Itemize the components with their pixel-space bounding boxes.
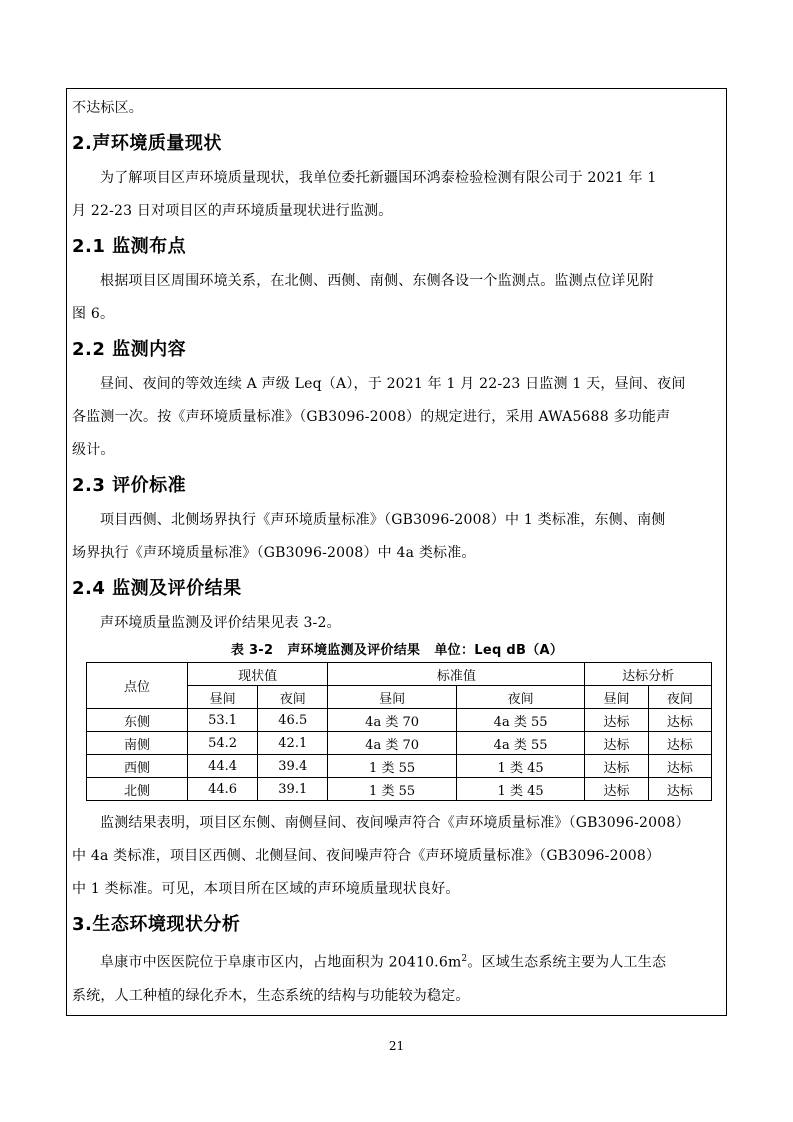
section-2-4-line1: 声环境质量监测及评价结果见表 3-2。 — [100, 615, 341, 631]
section-2-3-line1: 项目西侧、北侧场界执行《声环境质量标准》（GB3096-2008）中 1 类标准，东侧、南侧 — [100, 512, 666, 528]
section-2-2-line3: 级计。 — [72, 442, 115, 458]
cell-analysis-night: 达标 — [648, 709, 711, 732]
section-3-line1-a: 阜康市中医医院位于阜康市区内，占地面积为 20410.6m — [100, 954, 462, 971]
table-row — [87, 778, 712, 801]
header-current-day: 昼间 — [188, 686, 258, 709]
result-line3: 中 1 类标准。可见，本项目所在区域的声环境质量现状良好。 — [72, 881, 460, 897]
cell-analysis-night: 达标 — [648, 778, 711, 801]
result-line1: 监测结果表明，项目区东侧、南侧昼间、夜间噪声符合《声环境质量标准》（GB3096-2008） — [100, 815, 690, 831]
cell-standard-night: 1 类 45 — [456, 755, 585, 778]
section-2-2-line1: 昼间、夜间的等效连续 A 声级 Leq（A），于 2021 年 1 月 22-23 日监测 1 天，昼间、夜间 — [100, 376, 686, 392]
header-analysis-night: 夜间 — [648, 686, 711, 709]
cell-current-day: 44.6 — [188, 778, 258, 801]
header-standard: 标准值 — [328, 663, 585, 686]
section-2-3-heading: 2.3 评价标准 — [72, 475, 187, 496]
cell-point: 东侧 — [87, 709, 188, 732]
cell-current-day: 53.1 — [188, 709, 258, 732]
cell-standard-night: 1 类 45 — [456, 778, 585, 801]
section-2-2-line2: 各监测一次。按《声环境质量标准》（GB3096-2008）的规定进行，采用 AWA5688 多功能声 — [72, 409, 671, 425]
cell-standard-day: 4a 类 70 — [328, 709, 457, 732]
cell-standard-night: 4a 类 55 — [456, 732, 585, 755]
table-caption-title: 声环境监测及评价结果 — [287, 643, 421, 658]
noise-results-table — [86, 662, 712, 801]
page-number: 21 — [388, 1039, 405, 1053]
table-caption-unit: 单位：Leq dB（A） — [434, 643, 564, 658]
cell-current-day: 44.4 — [188, 755, 258, 778]
intro-line: 不达标区。 — [72, 100, 143, 116]
document-body — [72, 92, 722, 1013]
header-current: 现状值 — [188, 663, 328, 686]
header-current-night: 夜间 — [258, 686, 328, 709]
section-3-line1 — [72, 943, 722, 980]
cell-current-day: 54.2 — [188, 732, 258, 755]
cell-standard-day: 4a 类 70 — [328, 732, 457, 755]
result-line2: 中 4a 类标准，项目区西侧、北侧昼间、夜间噪声符合《声环境质量标准》（GB3096-2008） — [72, 848, 661, 864]
cell-current-night: 46.5 — [258, 709, 328, 732]
section-3-line1-b: 。区域生态系统主要为人工生态 — [467, 954, 667, 971]
cell-standard-day: 1 类 55 — [328, 778, 457, 801]
cell-standard-day: 1 类 55 — [328, 755, 457, 778]
cell-current-night: 42.1 — [258, 732, 328, 755]
section-2-1-line1: 根据项目区周围环境关系，在北侧、西侧、南侧、东侧各设一个监测点。监测点位详见附 — [100, 273, 654, 289]
header-point: 点位 — [87, 663, 188, 709]
section-2-text-line2: 月 22-23 日对项目区的声环境质量现状进行监测。 — [72, 203, 393, 219]
table-caption — [72, 640, 722, 662]
section-2-1-heading: 2.1 监测布点 — [72, 236, 187, 257]
header-analysis-day: 昼间 — [585, 686, 648, 709]
cell-current-night: 39.4 — [258, 755, 328, 778]
section-3-line2: 系统，人工种植的绿化乔木，生态系统的结构与功能较为稳定。 — [72, 987, 470, 1004]
cell-analysis-day: 达标 — [585, 778, 648, 801]
section-2-4-heading: 2.4 监测及评价结果 — [72, 578, 242, 599]
cell-point: 西侧 — [87, 755, 188, 778]
cell-analysis-day: 达标 — [585, 709, 648, 732]
section-3-heading: 3.生态环境现状分析 — [72, 914, 241, 935]
cell-analysis-night: 达标 — [648, 732, 711, 755]
cell-analysis-night: 达标 — [648, 755, 711, 778]
table-row — [87, 709, 712, 732]
section-2-3-line2: 场界执行《声环境质量标准》（GB3096-2008）中 4a 类标准。 — [72, 545, 476, 561]
cell-point: 南侧 — [87, 732, 188, 755]
cell-point: 北侧 — [87, 778, 188, 801]
table-row — [87, 755, 712, 778]
area-superscript: 2 — [461, 954, 468, 964]
header-standard-day: 昼间 — [328, 686, 457, 709]
section-2-1-line2: 图 6。 — [72, 306, 115, 322]
cell-analysis-day: 达标 — [585, 732, 648, 755]
table-caption-number: 表 3-2 — [230, 643, 274, 658]
header-analysis: 达标分析 — [585, 663, 712, 686]
section-2-heading: 2.声环境质量现状 — [72, 133, 222, 154]
table-row — [87, 732, 712, 755]
cell-standard-night: 4a 类 55 — [456, 709, 585, 732]
section-2-text-line1: 为了解项目区声环境质量现状，我单位委托新疆国环鸿泰检验检测有限公司于 2021 年 1 — [100, 170, 657, 186]
cell-current-night: 39.1 — [258, 778, 328, 801]
cell-analysis-day: 达标 — [585, 755, 648, 778]
section-2-2-heading: 2.2 监测内容 — [72, 339, 187, 360]
header-standard-night: 夜间 — [456, 686, 585, 709]
